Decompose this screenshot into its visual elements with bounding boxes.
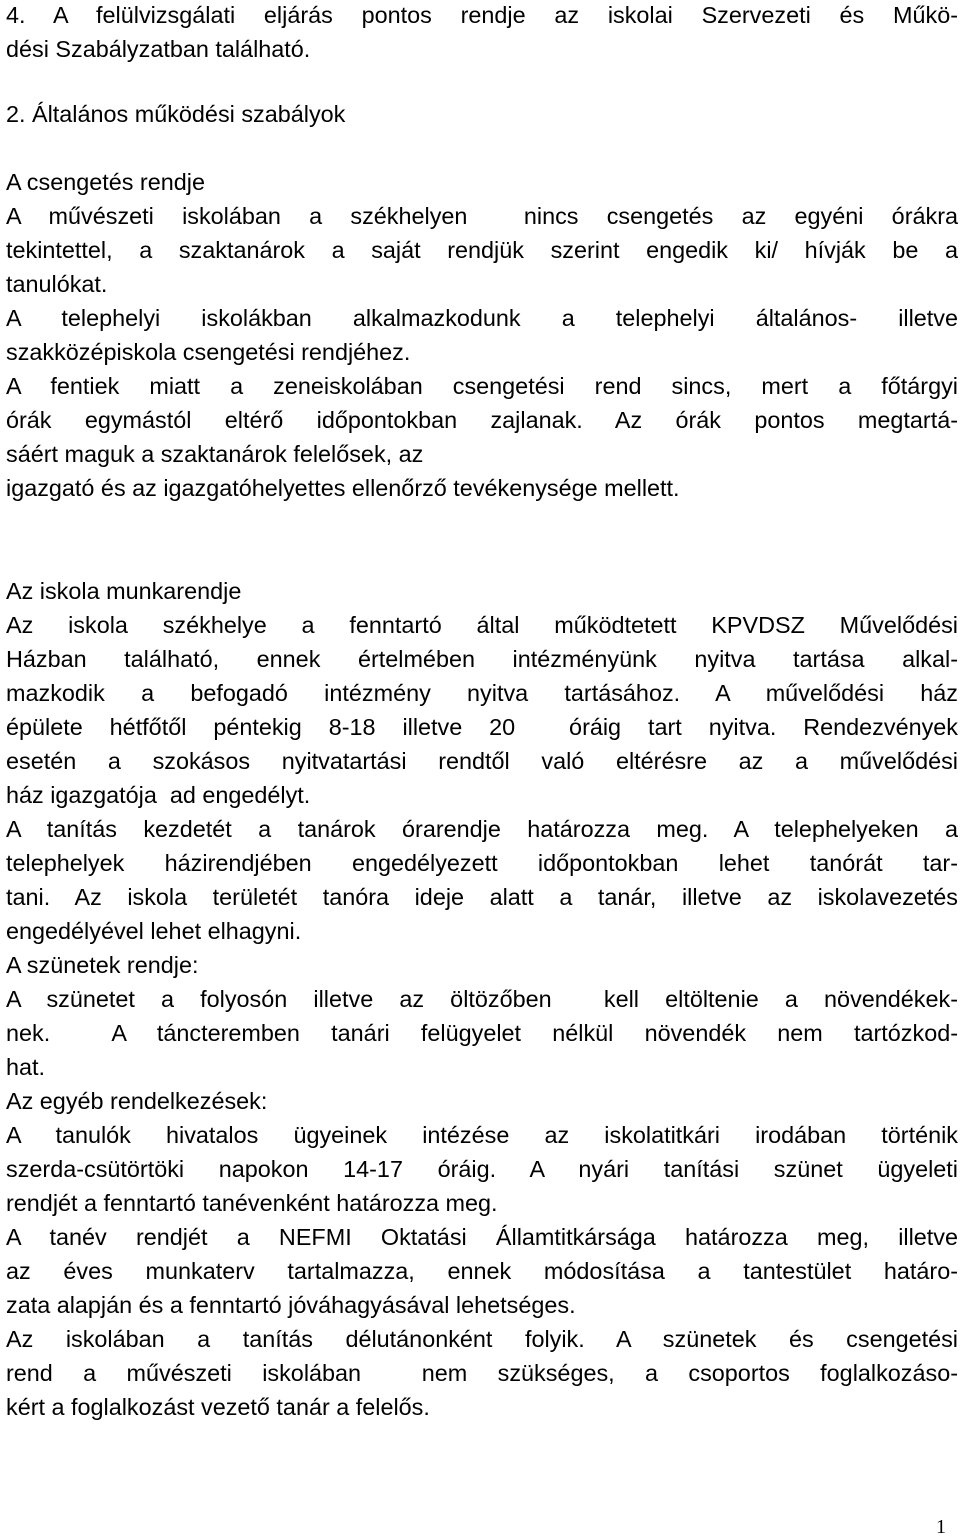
work-line: az éves munkaterv tartalmazza, ennek módosítása a tantestület határo- (6, 1258, 958, 1284)
work-line: Az iskolában a tanítás délutánonként folyik. A szünetek és csengetési (6, 1326, 958, 1352)
work-line: A szünetet a folyosón illetve az öltözőben kell eltöltenie a növendékek- (6, 986, 958, 1012)
bell-line: szakközépiskola csengetési rendjéhez. (6, 339, 411, 365)
work-line: Az iskola székhelye a fenntartó által működtetett KPVDSZ Művelődési (6, 612, 958, 638)
work-line: tani. Az iskola területét tanóra ideje alatt a tanár, illetve az iskolavezetés (6, 884, 958, 910)
work-line: Házban található, ennek értelmében intézményünk nyitva tartása alkal- (6, 646, 958, 672)
bell-line: tanulókat. (6, 271, 108, 297)
work-line: engedélyével lehet elhagyni. (6, 918, 302, 944)
work-line: szerda-csütörtöki napokon 14-17 óráig. A nyári tanítási szünet ügyeleti (6, 1156, 958, 1182)
work-line: rend a művészeti iskolában nem szükséges, a csoportos foglalkozáso- (6, 1360, 958, 1386)
work-line: A tanulók hivatalos ügyeinek intézése az iskolatitkári irodában történik (6, 1122, 958, 1148)
section-title: 2. Általános működési szabályok (6, 101, 346, 127)
bell-line: órák egymástól eltérő időpontokban zajlanak. Az órák pontos megtartá- (6, 407, 958, 433)
bell-line: sáért maguk a szaktanárok felelősek, az (6, 441, 424, 467)
bell-line: A művészeti iskolában a székhelyen nincs csengetés az egyéni órákra (6, 203, 958, 229)
bell-heading: A csengetés rendje (6, 169, 205, 195)
bell-line: A fentiek miatt a zeneiskolában csengetési rend sincs, mert a főtárgyi (6, 373, 958, 399)
work-line: épülete hétfőtől péntekig 8-18 illetve 20 óráig tart nyitva. Rendezvények (6, 714, 958, 740)
work-line: zata alapján és a fenntartó jóváhagyásával lehetséges. (6, 1292, 576, 1318)
work-line: A szünetek rendje: (6, 952, 199, 978)
work-line: nek. A táncteremben tanári felügyelet nélkül növendék nem tartózkod- (6, 1020, 958, 1046)
work-line: esetén a szokásos nyitvatartási rendtől való eltérésre az a művelődési (6, 748, 958, 774)
bell-line: tekintettel, a szaktanárok a saját rendjük szerint engedik ki/ hívják be a (6, 237, 958, 263)
section4-line: dési Szabályzatban található. (6, 36, 311, 62)
work-line: hat. (6, 1054, 46, 1080)
work-line: Az egyéb rendelkezések: (6, 1088, 268, 1114)
work-heading: Az iskola munkarendje (6, 578, 242, 604)
work-line: ház igazgatója ad engedélyt. (6, 782, 311, 808)
work-line: A tanév rendjét a NEFMI Oktatási Államtitkársága határozza meg, illetve (6, 1224, 958, 1250)
work-line: telephelyek házirendjében engedélyezett időpontokban lehet tanórát tar- (6, 850, 958, 876)
work-line: mazkodik a befogadó intézmény nyitva tartásához. A művelődési ház (6, 680, 958, 706)
page-number: 1 (936, 1516, 946, 1538)
work-line: A tanítás kezdetét a tanárok órarendje határozza meg. A telephelyeken a (6, 816, 958, 842)
work-line: kért a foglalkozást vezető tanár a felelős. (6, 1394, 430, 1420)
work-line: rendjét a fenntartó tanévenként határozza meg. (6, 1190, 498, 1216)
bell-line: A telephelyi iskolákban alkalmazkodunk a telephelyi általános- illetve (6, 305, 958, 331)
section4-line: 4. A felülvizsgálati eljárás pontos rendje az iskolai Szervezeti és Műkö- (6, 2, 958, 28)
bell-line: igazgató és az igazgatóhelyettes ellenőrző tevékenysége mellett. (6, 475, 680, 501)
